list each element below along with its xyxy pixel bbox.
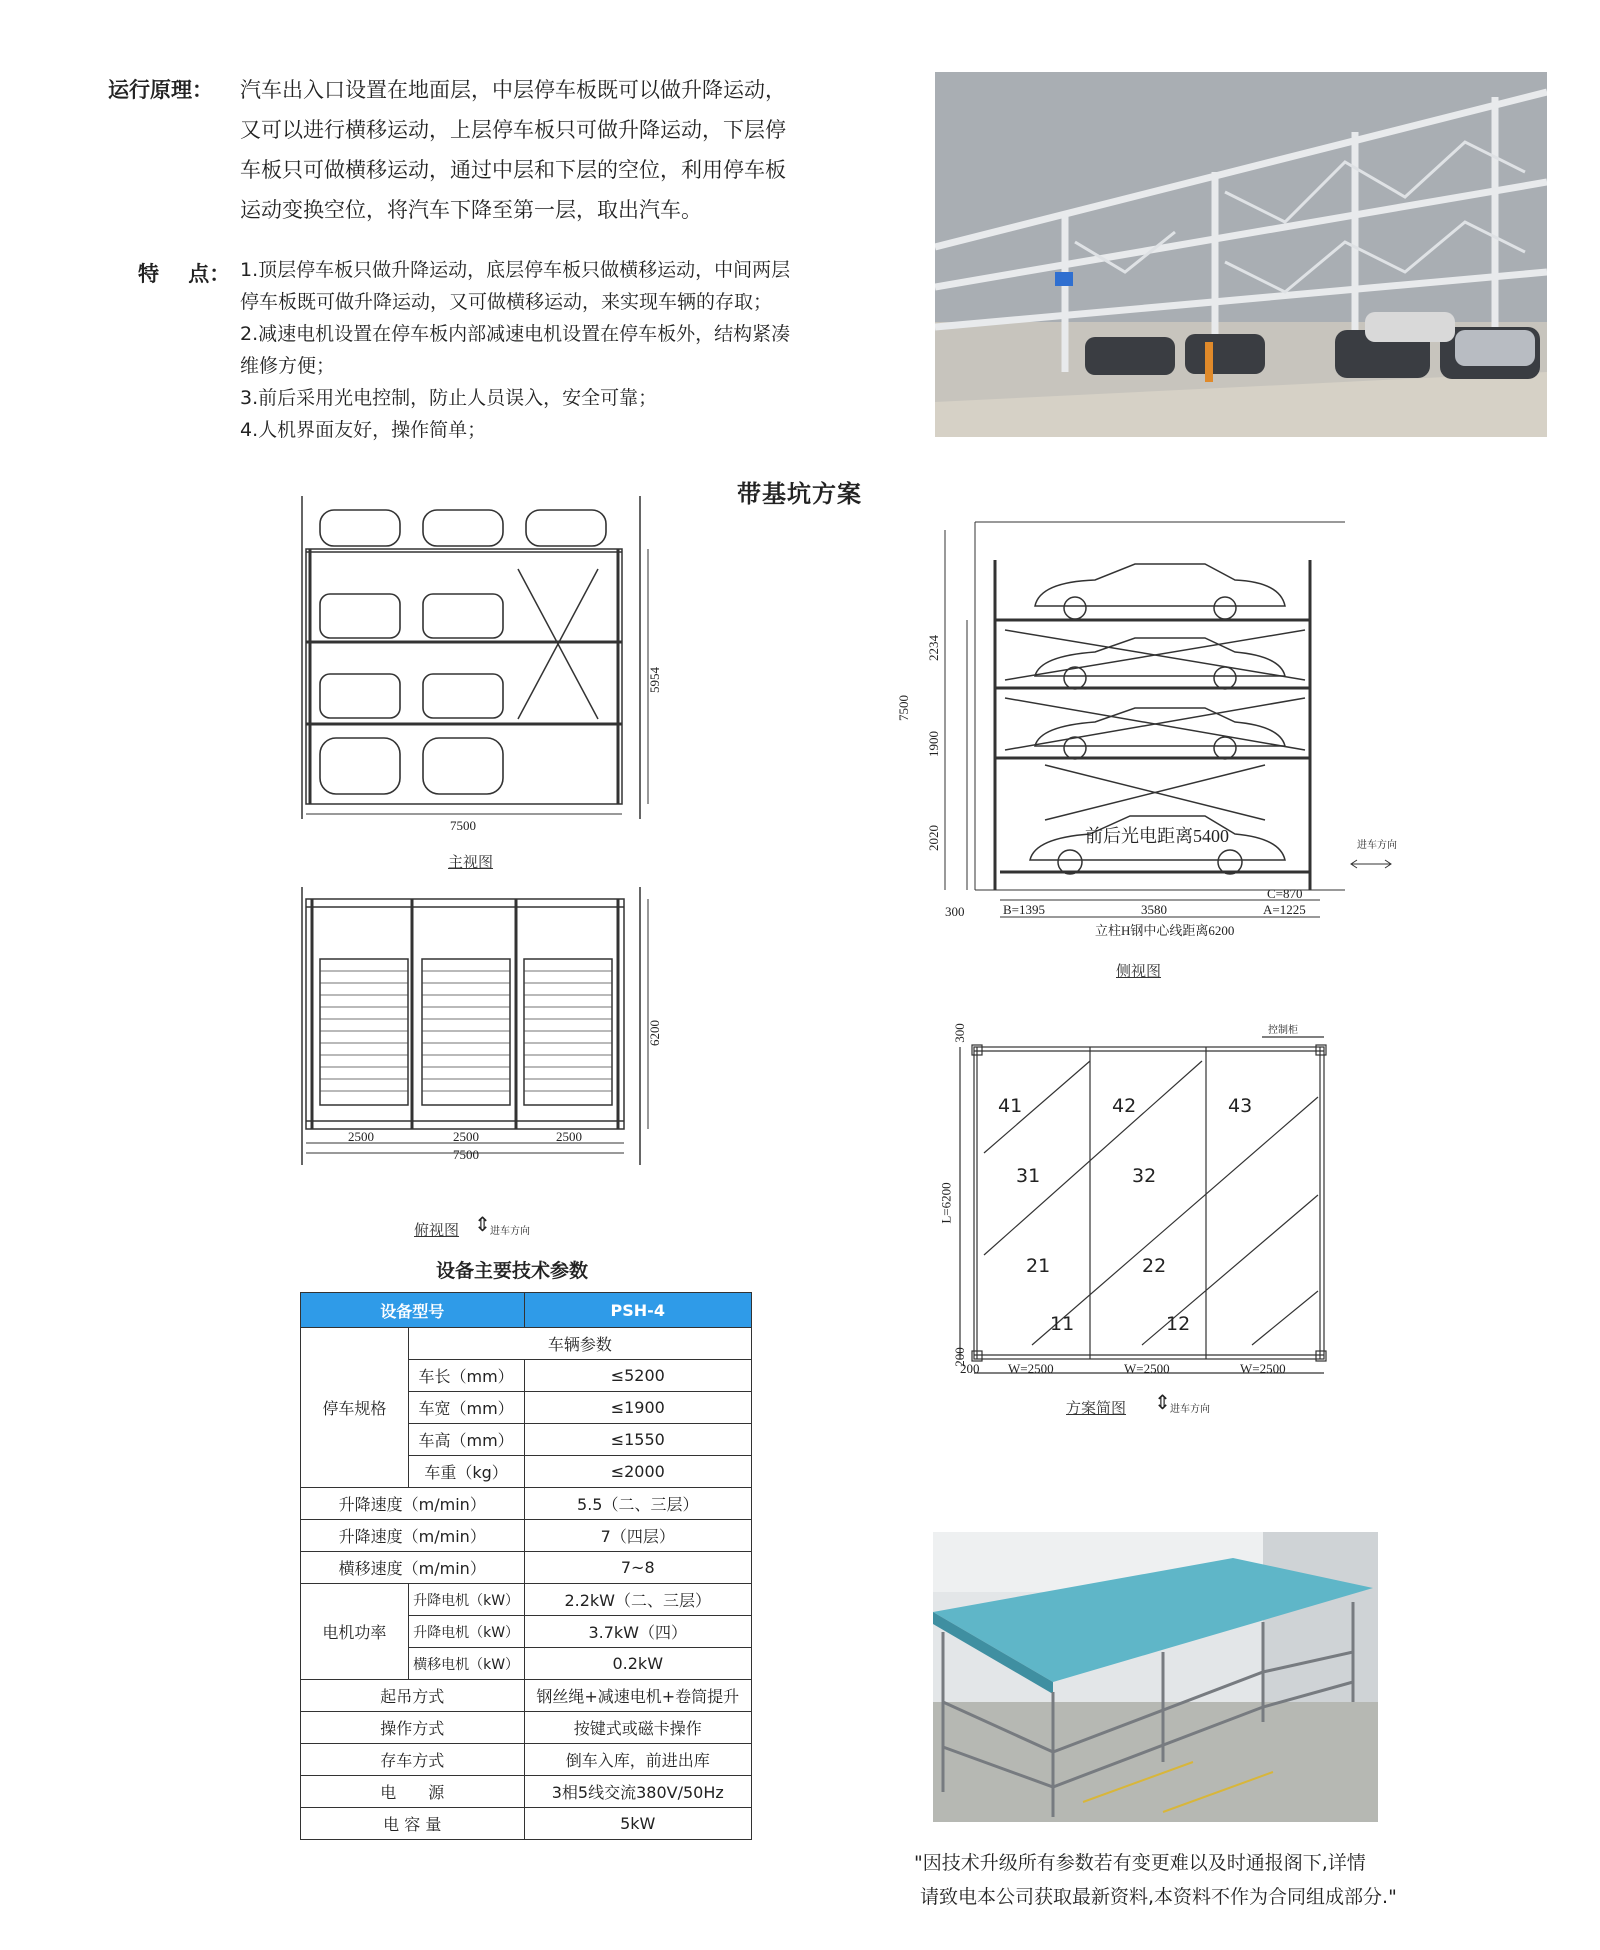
arrow-updown-icon: ⇕ — [1154, 1390, 1171, 1414]
side-bottom-dim: A=1225 — [1263, 902, 1306, 917]
side-height-dim: 2020 — [926, 825, 941, 851]
spec-value: 0.2kW — [524, 1648, 752, 1680]
spec-value: 7（四层） — [524, 1520, 752, 1552]
spec-value: 按键式或磁卡操作 — [524, 1712, 752, 1744]
top-bay-dim: 2500 — [348, 1129, 374, 1144]
spec-value: 倒车入库，前进出库 — [524, 1744, 752, 1776]
spec-head-cell: 设备型号 — [301, 1293, 525, 1328]
top-view-drawing — [298, 885, 668, 1195]
plan-bottom-dim: 200 — [951, 1347, 967, 1367]
feature-line: 停车板既可做升降运动，又可做横移运动，来实现车辆的存取； — [240, 291, 773, 313]
spec-key: 电 源 — [301, 1776, 525, 1808]
spec-key: 车重（kg） — [408, 1456, 524, 1488]
spec-group-label: 电机功率 — [301, 1584, 409, 1680]
parking-spot-label: 12 — [1166, 1313, 1191, 1335]
spec-title: 设备主要技术参数 — [436, 1260, 589, 1282]
side-height-dim: 1900 — [926, 731, 941, 757]
side-view-caption: 侧视图 — [1116, 962, 1162, 980]
spec-key: 车长（mm） — [408, 1360, 524, 1392]
principle-line: 汽车出入口设置在地面层，中层停车板既可以做升降运动， — [240, 78, 786, 102]
parking-spot-label: 21 — [1026, 1255, 1051, 1277]
spec-value: ≤1900 — [524, 1392, 752, 1424]
spec-value: ≤1550 — [524, 1424, 752, 1456]
top-total-dim: 7500 — [453, 1147, 479, 1162]
parking-spot-label: 42 — [1112, 1095, 1137, 1117]
plan-view-drawing — [932, 1015, 1352, 1385]
spec-key: 电 容 量 — [301, 1808, 525, 1840]
features-label: 特 点： — [138, 262, 231, 286]
plan-direction: 进车方向 — [1170, 1404, 1210, 1415]
spec-group-label: 停车规格 — [301, 1328, 409, 1488]
spec-key: 升降电机（kW） — [408, 1584, 524, 1616]
side-center-label: 立柱H钢中心线距离6200 — [1095, 923, 1235, 938]
plan-bay-dim: W=2500 — [1124, 1361, 1170, 1376]
footnote-line: "因技术升级所有参数若有变更难以及时通报阁下,详情 — [914, 1852, 1366, 1874]
parking-spot-label: 43 — [1228, 1095, 1253, 1117]
table-row — [301, 1552, 752, 1584]
side-bottom-dim: 300 — [945, 904, 965, 919]
table-row — [301, 1680, 752, 1712]
spec-head-cell: PSH-4 — [524, 1293, 752, 1328]
spec-value: ≤5200 — [524, 1360, 752, 1392]
garage-photo — [935, 72, 1547, 437]
spec-key: 起吊方式 — [301, 1680, 525, 1712]
features-text — [240, 254, 900, 446]
parking-spot-label: 31 — [1016, 1165, 1041, 1187]
front-height-dim: 5954 — [647, 667, 662, 693]
plan-top-dim: 300 — [951, 1023, 967, 1043]
spec-key: 升降电机（kW） — [408, 1616, 524, 1648]
principle-line: 车板只可做横移运动，通过中层和下层的空位，利用停车板 — [240, 158, 786, 182]
table-row — [301, 1328, 752, 1360]
plan-bay-dim: W=2500 — [1008, 1361, 1054, 1376]
side-direction: 进车方向 — [1357, 840, 1397, 851]
spec-key: 车宽（mm） — [408, 1392, 524, 1424]
spec-table — [300, 1292, 752, 1840]
principle-line: 运动变换空位，将汽车下降至第一层，取出汽车。 — [240, 198, 702, 222]
spec-value: 2.2kW（二、三层） — [524, 1584, 752, 1616]
table-row — [301, 1776, 752, 1808]
top-view-direction: 进车方向 — [490, 1226, 530, 1237]
spec-value: 5.5（二、三层） — [524, 1488, 752, 1520]
parking-spot-label: 11 — [1050, 1313, 1075, 1335]
feature-line: 2.减速电机设置在停车板内部减速电机设置在停车板外，结构紧凑 — [240, 323, 791, 345]
top-view-caption: 俯视图 — [414, 1221, 460, 1239]
top-depth-dim: 6200 — [647, 1020, 662, 1046]
side-view-drawing — [896, 520, 1405, 940]
feature-line: 维修方便； — [240, 355, 336, 377]
front-view-drawing — [298, 494, 668, 854]
spec-key: 车高（mm） — [408, 1424, 524, 1456]
spec-subheader: 车辆参数 — [408, 1328, 751, 1360]
spec-key: 操作方式 — [301, 1712, 525, 1744]
spec-value: 钢丝绳+减速电机+卷筒提升 — [524, 1680, 752, 1712]
table-row — [301, 1488, 752, 1520]
section-title: 带基坑方案 — [737, 480, 862, 508]
spec-header-row — [301, 1293, 752, 1328]
top-bay-dim: 2500 — [556, 1129, 582, 1144]
spec-key: 升降速度（m/min） — [301, 1488, 525, 1520]
principle-line: 又可以进行横移运动，上层停车板只可做升降运动，下层停 — [240, 118, 786, 142]
outdoor-garage-photo — [933, 1532, 1378, 1822]
footnote-line: 请致电本公司获取最新资料,本资料不作为合同组成部分." — [920, 1886, 1397, 1908]
side-bottom-dim: C=870 — [1267, 886, 1303, 901]
side-sensor-label: 前后光电距离5400 — [1085, 826, 1229, 846]
spec-key: 横移电机（kW） — [408, 1648, 524, 1680]
plan-left-dim: 200 — [960, 1361, 980, 1376]
front-view-caption: 主视图 — [448, 853, 494, 871]
parking-spot-label: 32 — [1132, 1165, 1157, 1187]
plan-view-caption: 方案简图 — [1066, 1399, 1127, 1417]
side-bottom-dim: B=1395 — [1003, 902, 1046, 917]
side-height-dim: 2234 — [926, 635, 941, 661]
table-row — [301, 1808, 752, 1840]
footnote — [914, 1846, 1397, 1914]
feature-line: 1.顶层停车板只做升降运动，底层停车板只做横移运动，中间两层 — [240, 259, 791, 281]
side-total-height: 7500 — [896, 695, 911, 721]
plan-cabinet-label: 控制柜 — [1268, 1025, 1298, 1036]
spec-value: 7~8 — [524, 1552, 752, 1584]
table-row — [301, 1584, 752, 1616]
principle-text — [240, 70, 900, 230]
front-width-dim: 7500 — [450, 818, 476, 833]
top-bay-dim: 2500 — [453, 1129, 479, 1144]
table-row — [301, 1744, 752, 1776]
table-row — [301, 1712, 752, 1744]
spec-key: 横移速度（m/min） — [301, 1552, 525, 1584]
parking-spot-label: 22 — [1142, 1255, 1167, 1277]
spec-key: 存车方式 — [301, 1744, 525, 1776]
principle-label: 运行原理： — [108, 78, 213, 102]
parking-spot-label: 41 — [998, 1095, 1023, 1117]
spec-value: ≤2000 — [524, 1456, 752, 1488]
spec-value: 5kW — [524, 1808, 752, 1840]
side-bottom-dim: 3580 — [1141, 902, 1167, 917]
spec-value: 3.7kW（四） — [524, 1616, 752, 1648]
spec-key: 升降速度（m/min） — [301, 1520, 525, 1552]
table-row — [301, 1520, 752, 1552]
arrow-updown-icon: ⇕ — [474, 1212, 491, 1236]
feature-line: 4.人机界面友好，操作简单； — [240, 419, 487, 441]
plan-bay-dim: W=2500 — [1240, 1361, 1286, 1376]
plan-depth-dim: L=6200 — [938, 1182, 954, 1224]
spec-value: 3相5线交流380V/50Hz — [524, 1776, 752, 1808]
feature-line: 3.前后采用光电控制，防止人员误入，安全可靠； — [240, 387, 658, 409]
